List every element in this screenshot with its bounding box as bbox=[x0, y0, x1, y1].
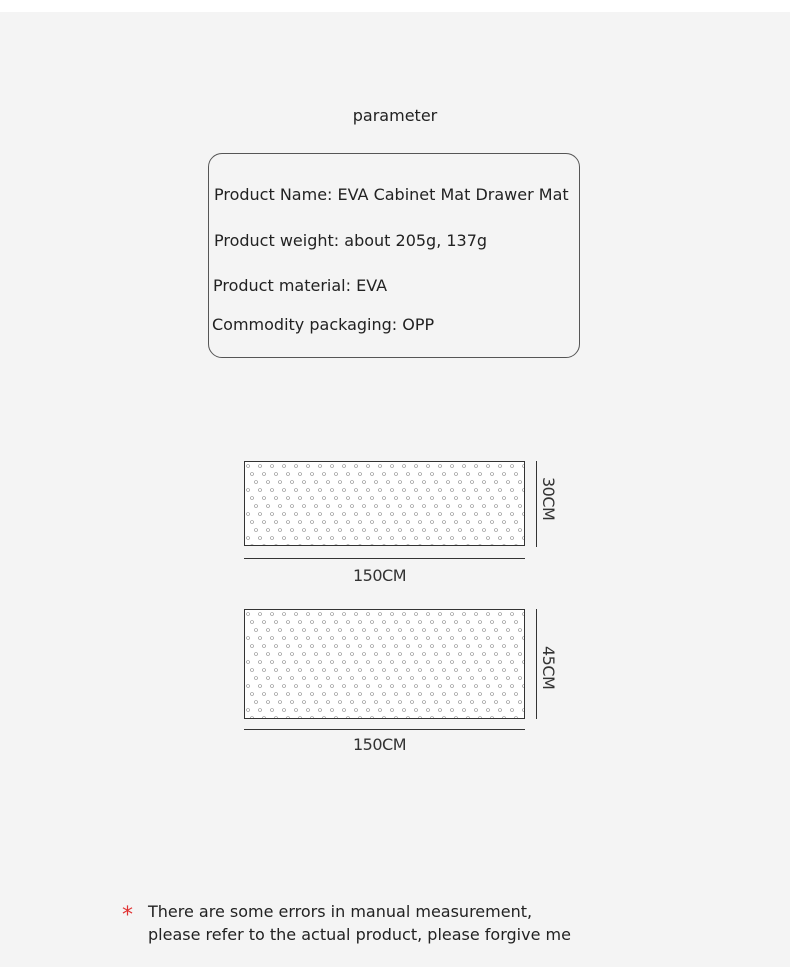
width-dimension-line bbox=[244, 729, 525, 730]
height-dimension-line bbox=[536, 461, 537, 547]
spec-product-weight: Product weight: about 205g, 137g bbox=[214, 231, 488, 250]
mat-diagram-45cm bbox=[244, 609, 525, 719]
mat-diagram-30cm bbox=[244, 461, 525, 546]
width-dimension-line bbox=[244, 558, 525, 559]
asterisk-icon: * bbox=[122, 903, 133, 928]
width-label: 150CM bbox=[353, 735, 407, 754]
width-label: 150CM bbox=[353, 566, 407, 585]
note-line-1: There are some errors in manual measurement, bbox=[148, 902, 533, 921]
spec-product-material: Product material: EVA bbox=[213, 276, 388, 295]
mat-dot-pattern bbox=[245, 462, 525, 546]
height-label: 45CM bbox=[539, 646, 558, 690]
mat-dot-pattern bbox=[245, 610, 525, 719]
section-heading: parameter bbox=[352, 106, 438, 125]
spec-packaging: Commodity packaging: OPP bbox=[212, 315, 435, 334]
spec-product-name: Product Name: EVA Cabinet Mat Drawer Mat bbox=[214, 185, 569, 204]
note-line-2: please refer to the actual product, please forgive me bbox=[148, 925, 571, 944]
height-dimension-line bbox=[536, 609, 537, 719]
height-label: 30CM bbox=[539, 477, 558, 521]
